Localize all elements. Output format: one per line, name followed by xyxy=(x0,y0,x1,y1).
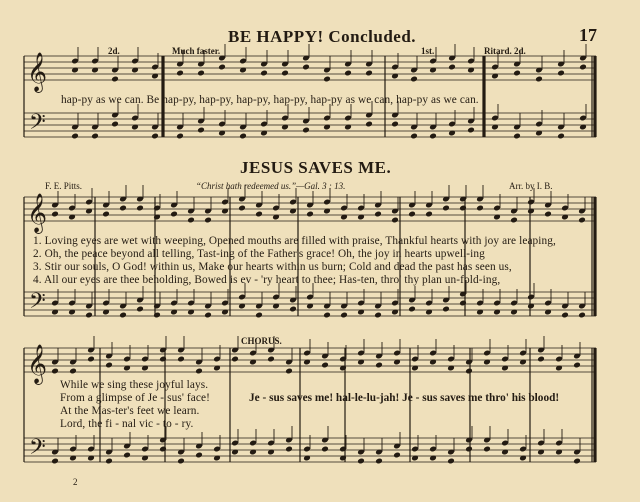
hymn-title: JESUS SAVES ME. xyxy=(240,158,392,177)
treble-clef-icon: 𝄞 xyxy=(27,52,48,92)
chorus-line: While we sing these joyful lays. xyxy=(60,379,209,391)
tempo-marking: Much faster. xyxy=(172,46,221,56)
scripture-reference: “Christ hath redeemed us.”—Gal. 3 : 13. xyxy=(196,181,346,191)
note-group xyxy=(176,101,373,139)
bass-staff xyxy=(24,113,596,137)
first-ending-mark: 1st. xyxy=(421,46,435,56)
note-group xyxy=(71,101,159,139)
page-title: BE HAPPY! Concluded. xyxy=(228,27,417,46)
verse-line: 1. Loving eyes are wet with weeping, Opened mouths are filled with praise, Thankful hearts with joy are leaping, xyxy=(33,235,556,247)
refrain-line: Je - sus saves me! hal-le-lu-jah! Je - sus saves me thro' his blood! xyxy=(249,392,560,404)
composer-credit: F. E. Pitts. xyxy=(45,181,83,191)
bass-clef-icon: 𝄢 xyxy=(29,289,46,319)
bass-clef-icon: 𝄢 xyxy=(29,110,46,140)
second-ending-mark: 2d. xyxy=(108,46,120,56)
verse-line: 2. Oh, the peace beyond all telling, Tast-ing of the Father's grace! Oh, the joy in hearts upwell-ing xyxy=(33,248,485,260)
verse-line: 3. Stir our souls, O God! within us, Make our hearts within us burn; Cold and dead the past has seen us, xyxy=(33,261,512,273)
chorus-line: From a glimpse of Je - sus' face! xyxy=(60,392,210,404)
note-group xyxy=(51,426,581,464)
lyric-line: hap-py as we can. Be hap-py, hap-py, hap-py, hap-py, hap-py as we can, hap-py as we can. xyxy=(61,94,479,106)
chorus-label: CHORUS. xyxy=(241,336,282,346)
footer-mark: 2 xyxy=(73,477,78,487)
page-number: 17 xyxy=(579,25,597,45)
note-group xyxy=(51,336,581,374)
arranger-credit: Arr. by I. B. xyxy=(509,181,553,191)
ritard-marking: Ritard. 2d. xyxy=(484,46,526,56)
treble-clef-icon: 𝄞 xyxy=(27,344,48,384)
treble-clef-icon: 𝄞 xyxy=(27,193,48,233)
note-group xyxy=(491,104,587,139)
bass-clef-icon: 𝄢 xyxy=(29,435,46,465)
treble-staff xyxy=(24,197,596,221)
note-group xyxy=(391,101,475,139)
chorus-line: Lord, the fi - nal vic - to - ry. xyxy=(60,418,194,430)
chorus-line: At the Mas-ter's feet we learn. xyxy=(60,405,200,417)
verse-line: 4. All our eyes are thee beholding, Bowed is ev - 'ry heart to thee; Has-ten, thro' thy plan un-fold-ing, xyxy=(33,274,501,286)
treble-staff xyxy=(24,56,596,80)
